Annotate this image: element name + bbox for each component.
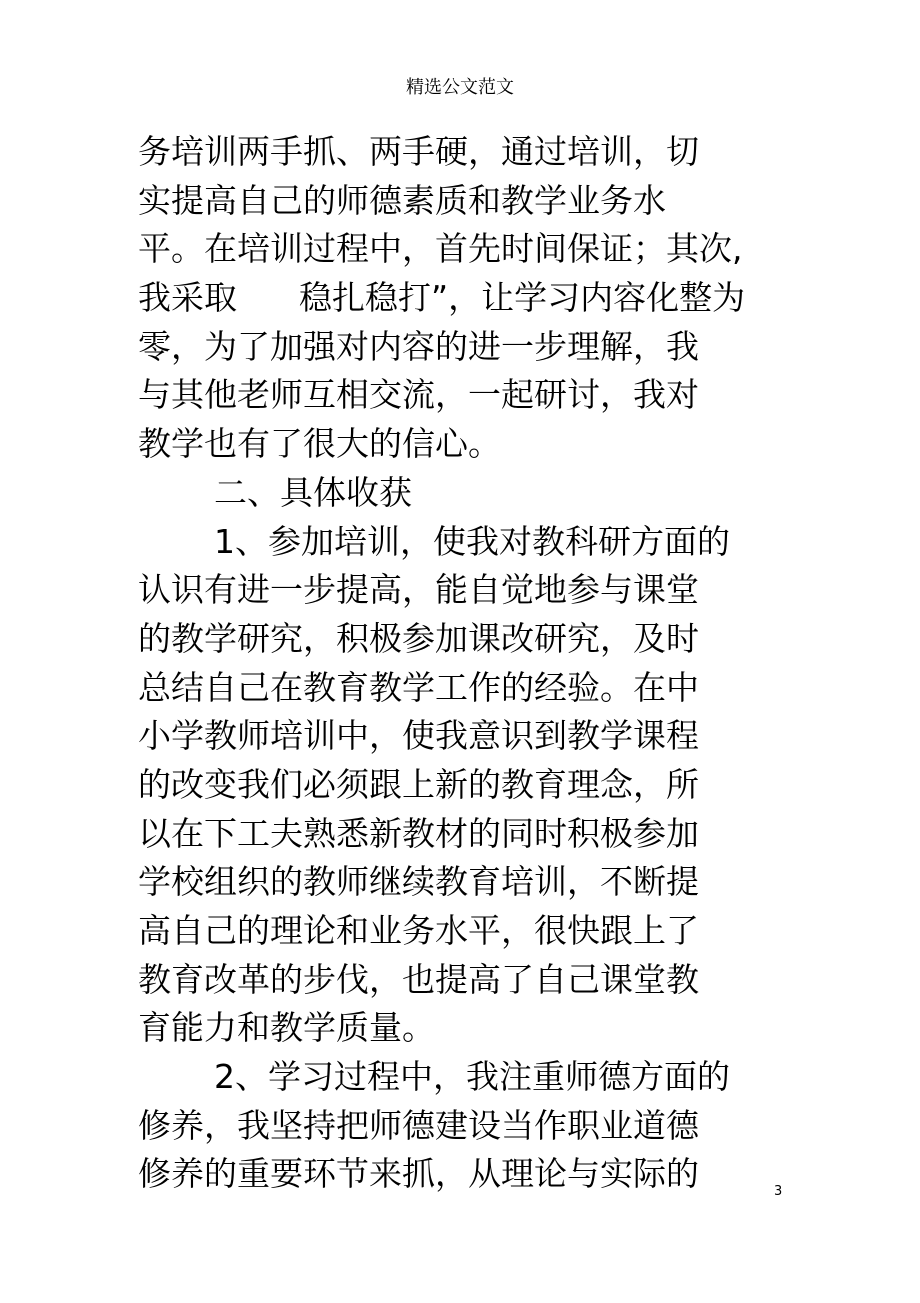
text-line-4-lead: 我采取 bbox=[138, 278, 237, 318]
text-line-19: 育能力和教学质量。 bbox=[138, 1008, 435, 1048]
text-line-16: 学校组织的教师继续教育培训，不断提 bbox=[138, 862, 699, 902]
document-body bbox=[138, 128, 798, 1199]
text-line-18: 教育改革的步伐，也提高了自己课堂教 bbox=[138, 959, 699, 999]
page-number: 3 bbox=[774, 1184, 783, 1199]
text-line-10: 认识有进一步提高，能自觉地参与课堂 bbox=[138, 570, 699, 610]
text-line-7: 教学也有了很大的信心。 bbox=[138, 424, 501, 464]
text-line-5: 零，为了加强对内容的进一步理解，我 bbox=[138, 326, 699, 366]
text-line-12: 总结自己在教育教学工作的经验。在中 bbox=[138, 667, 699, 707]
text-line-20: 2、学习过程中，我注重师德方面的 bbox=[214, 1057, 730, 1097]
text-line-15: 以在下工夫熟悉新教材的同时积极参加 bbox=[138, 813, 699, 853]
text-line-6: 与其他老师互相交流，一起研讨，我对 bbox=[138, 375, 699, 415]
text-line-11: 的教学研究，积极参加课改研究，及时 bbox=[138, 618, 699, 658]
text-line-13: 小学教师培训中，使我意识到教学课程 bbox=[138, 716, 699, 756]
text-line-21: 修养，我坚持把师德建设当作职业道德 bbox=[138, 1105, 699, 1145]
text-line-17: 高自己的理论和业务水平，很快跟上了 bbox=[138, 911, 699, 950]
text-line-3: 平。在培训过程中，首先时间保证；其次, bbox=[138, 229, 743, 269]
text-line-22: 修养的重要环节来抓，从理论与实际的 bbox=[138, 1154, 699, 1194]
section-heading: 二、具体收获 bbox=[214, 472, 412, 512]
text-line-14: 的改变我们必须跟上新的教育理念，所 bbox=[138, 764, 699, 804]
text-line-4 bbox=[138, 274, 798, 323]
text-line-9: 1、参加培训，使我对教科研方面的 bbox=[214, 521, 730, 561]
text-line-1: 务培训两手抓、两手硬，通过培训，切 bbox=[138, 132, 699, 171]
text-line-2: 实提高自己的师德素质和教学业务水 bbox=[138, 180, 666, 220]
text-line-4-rest: 稳扎稳打”，让学习内容化整为 bbox=[299, 278, 746, 318]
page-header-title: 精选公文范文 bbox=[406, 77, 514, 98]
